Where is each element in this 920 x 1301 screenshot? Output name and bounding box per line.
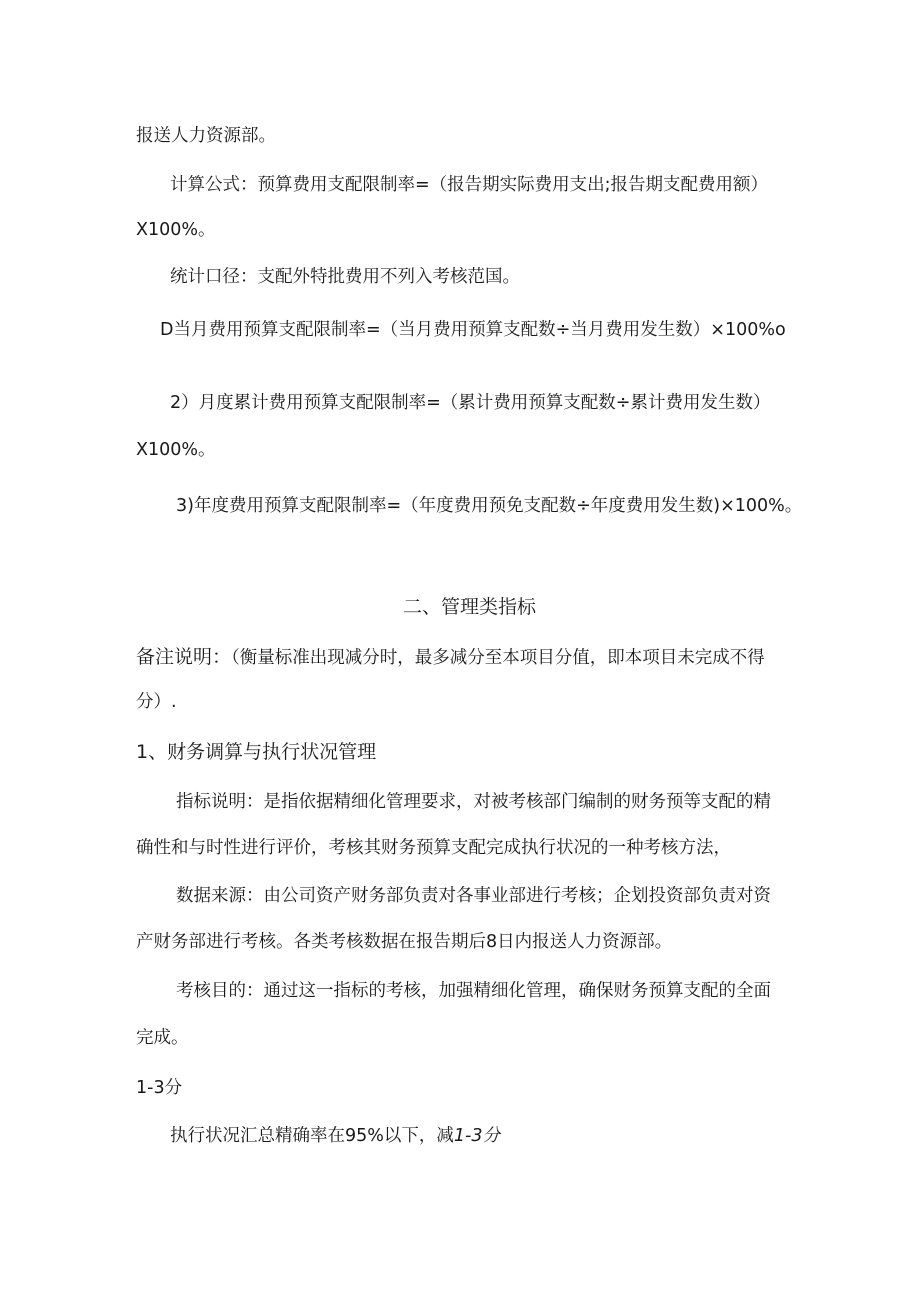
item-title: 1、财务调算与执行状况管理	[136, 741, 377, 763]
deduction-rule	[170, 1124, 500, 1148]
section-title: 二、管理类指标	[403, 596, 537, 618]
deduction-rule-score: 1-3分	[453, 1126, 500, 1146]
annual-formula: 3)年度费用预算支配限制率=（年度费用预免支配数÷年度费用发生数)×100%。	[176, 496, 803, 516]
score-range: 1-3分	[136, 1078, 183, 1098]
note-label: 备注说明：	[136, 646, 232, 668]
note-text: （衡量标准出现减分时，最多减分至本项目分值，即本项目未完成不得	[231, 648, 765, 668]
cumulative-formula-continued: X100%。	[136, 440, 216, 460]
data-source: 数据来源：由公司资产财务部负责对各事业部进行考核；企划投资部负责对资	[176, 886, 771, 906]
statistics-scope: 统计口径：支配外特批费用不列入考核范国。	[170, 267, 520, 287]
cumulative-formula: 2）月度累计费用预算支配限制率=（累计费用预算支配数÷累计费用发生数）	[170, 393, 771, 413]
deduction-rule-text: 执行状况汇总精确率在95%以下，减	[170, 1126, 454, 1146]
formula-line-continued: X100%。	[136, 220, 216, 240]
assessment-purpose-continued: 完成。	[136, 1028, 189, 1048]
indicator-description-continued: 确性和与时性进行评价，考核其财务预算支配完成执行状况的一种考核方法，	[136, 838, 731, 858]
note-line	[136, 645, 765, 670]
data-source-continued: 产财务部进行考核。各类考核数据在报告期后8日内报送人力资源部。	[136, 932, 673, 952]
note-continued: 分）.	[136, 692, 177, 712]
indicator-description: 指标说明：是指依据精细化管理要求，对被考核部门编制的财务预等支配的精	[176, 792, 771, 812]
formula-line: 计算公式：预算费用支配限制率=（报告期实际费用支出;报告期支配费用额）	[170, 175, 769, 195]
assessment-purpose: 考核目的：通过这一指标的考核，加强精细化管理，确保财务预算支配的全面	[176, 981, 771, 1001]
monthly-formula: D当月费用预算支配限制率=（当月费用预算支配数÷当月费用发生数）×100%o	[160, 320, 786, 340]
text-line: 报送人力资源部。	[136, 126, 276, 146]
